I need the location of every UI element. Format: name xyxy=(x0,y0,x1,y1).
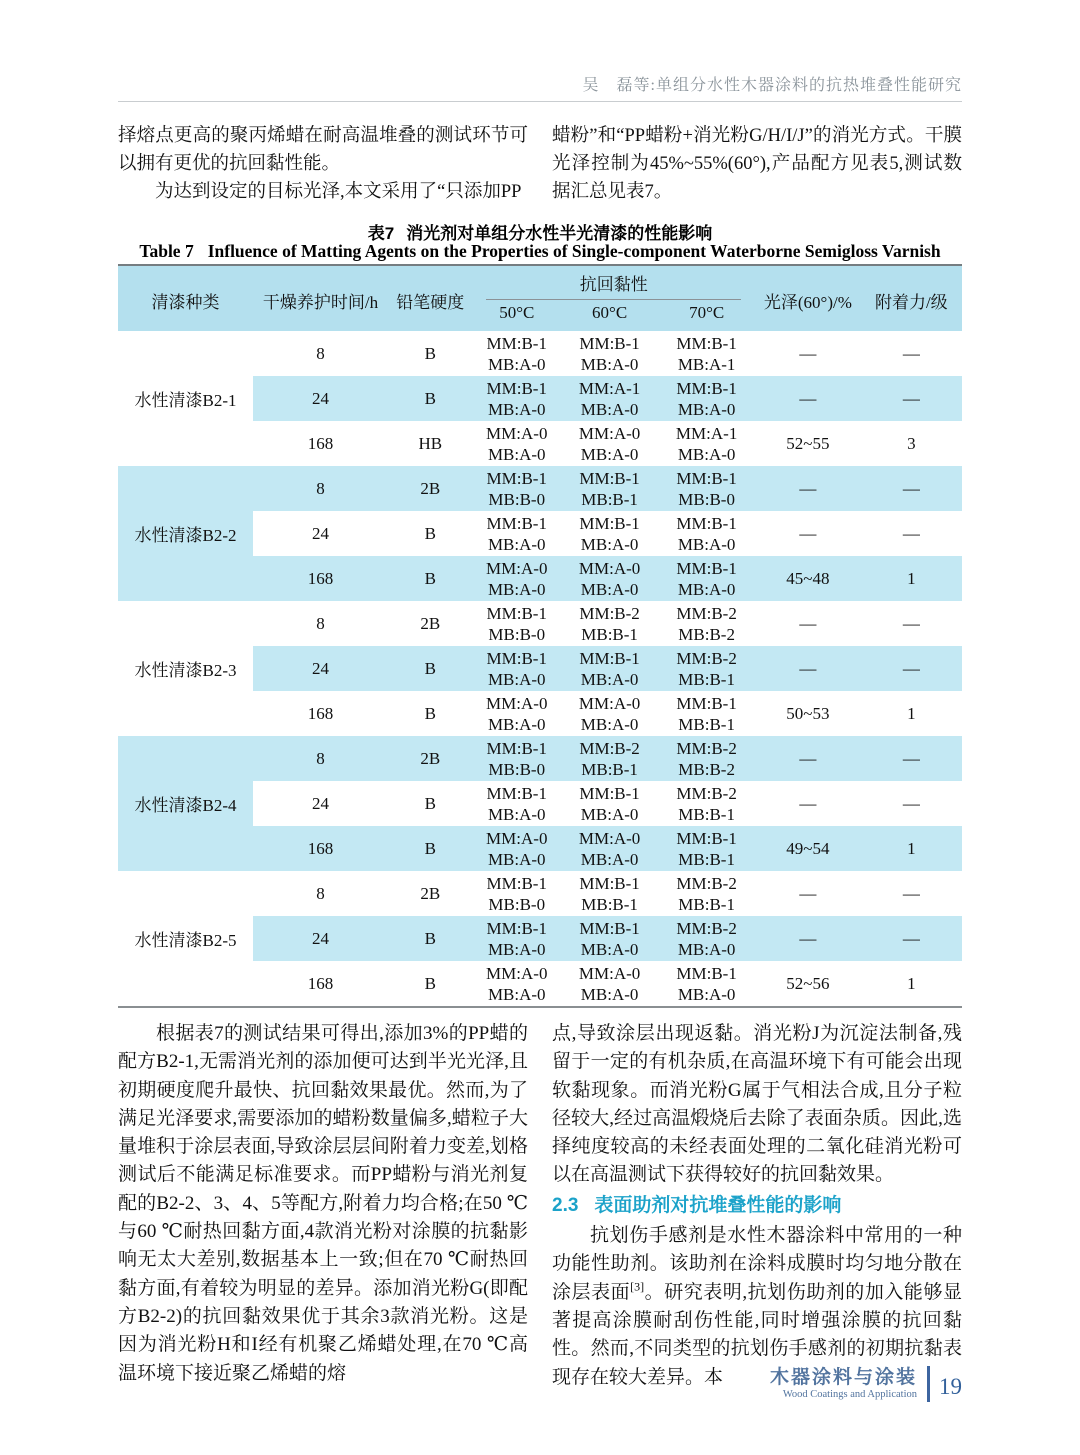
antiblock-70-cell: MM:B-2 MB:B-2 xyxy=(676,603,737,644)
varnish-name-cell: 水性清漆B2-4 xyxy=(118,736,253,871)
antiblock-70-cell: MM:B-1 MB:B-1 xyxy=(658,826,755,871)
varnish-name-cell: 水性清漆B2-2 xyxy=(118,466,253,601)
intro-left-column xyxy=(118,122,528,206)
table-caption-en-label: Table 7 xyxy=(139,241,194,261)
gloss-cell: 45~48 xyxy=(755,556,861,601)
adhesion-cell: — xyxy=(861,466,962,511)
antiblock-60-cell: MM:A-0 MB:A-0 xyxy=(561,826,658,871)
hardness-cell: HB xyxy=(418,433,443,453)
header-varnish-type: 清漆种类 xyxy=(118,265,253,331)
cure-time-cell: 8 xyxy=(316,613,325,633)
antiblock-50-cell: MM:A-0 MB:A-0 xyxy=(472,556,561,601)
performance-table xyxy=(118,264,962,1008)
body-paragraph: 点,导致涂层出现返黏。消光粉J为沉淀法制备,残留于一定的有机杂质,在高温环境下有可能会出现软黏现象。而消光粉G属于气相法合成,且分子粒径较大,经过高温煅烧后去除了表面杂质。因此,选择纯度较高的未经表面处理的二氧化硅消光粉可以在高温测试下获得较好的抗回黏效果。 xyxy=(552,1023,962,1186)
antiblock-60-cell: MM:B-1 MB:B-1 xyxy=(579,873,640,914)
gloss-cell: — xyxy=(755,646,861,691)
table-row xyxy=(118,601,962,646)
page-footer xyxy=(770,1366,962,1402)
header-temp-70: 70°C xyxy=(658,300,755,331)
intro-right-column xyxy=(552,122,962,206)
antiblock-60-cell: MM:B-1 MB:A-0 xyxy=(579,333,640,374)
body-right-column xyxy=(552,1020,962,1392)
antiblock-50-cell: MM:B-1 MB:A-0 xyxy=(486,333,547,374)
antiblock-60-cell: MM:B-1 MB:A-0 xyxy=(579,783,640,824)
adhesion-cell: — xyxy=(861,736,962,781)
cure-time-cell: 168 xyxy=(307,973,334,993)
cure-time-cell: 168 xyxy=(307,703,334,723)
adhesion-cell: — xyxy=(902,613,920,633)
antiblock-50-cell: MM:B-1 MB:A-0 xyxy=(472,376,561,421)
antiblock-50-cell: MM:A-0 MB:A-0 xyxy=(472,826,561,871)
hardness-cell: B xyxy=(388,556,472,601)
antiblock-70-cell: MM:B-1 MB:A-1 xyxy=(676,333,737,374)
hardness-cell: 2B xyxy=(420,883,441,903)
section-number: 2.3 xyxy=(552,1194,579,1216)
footer-divider-bar xyxy=(927,1366,930,1402)
intro-text xyxy=(118,122,962,206)
table-caption-cn-text: 消光剂对单组分水性半光清漆的性能影响 xyxy=(406,224,713,243)
hardness-cell: 2B xyxy=(388,466,472,511)
page-number: 19 xyxy=(939,1374,962,1399)
adhesion-cell: 1 xyxy=(861,556,962,601)
cure-time-cell: 8 xyxy=(253,466,388,511)
adhesion-cell: — xyxy=(861,376,962,421)
antiblock-50-cell: MM:B-1 MB:B-0 xyxy=(486,873,547,914)
antiblock-50-cell: MM:B-1 MB:A-0 xyxy=(472,916,561,961)
gloss-cell: — xyxy=(799,613,817,633)
header-antiblock-group: 抗回黏性 xyxy=(472,265,755,300)
cure-time-cell: 8 xyxy=(316,883,325,903)
table-row xyxy=(118,871,962,916)
table-row xyxy=(118,736,962,781)
cure-time-cell: 24 xyxy=(253,646,388,691)
antiblock-50-cell: MM:B-1 MB:B-0 xyxy=(486,603,547,644)
journal-name-en: Wood Coatings and Application xyxy=(782,1388,917,1400)
table-header xyxy=(118,265,962,331)
gloss-cell: — xyxy=(799,343,817,363)
antiblock-60-cell: MM:A-0 MB:A-0 xyxy=(578,963,641,1004)
varnish-name-cell: 水性清漆B2-5 xyxy=(118,871,253,1007)
antiblock-70-cell: MM:B-1 MB:A-0 xyxy=(658,556,755,601)
antiblock-70-cell: MM:B-2 MB:A-0 xyxy=(658,916,755,961)
header-adhesion: 附着力/级 xyxy=(861,265,962,331)
antiblock-60-cell: MM:B-1 MB:A-0 xyxy=(561,646,658,691)
cure-time-cell: 168 xyxy=(307,433,334,453)
adhesion-cell: — xyxy=(902,343,920,363)
adhesion-cell: — xyxy=(902,883,920,903)
cure-time-cell: 24 xyxy=(312,793,330,813)
intro-paragraph: 为达到设定的目标光泽,本文采用了“只添加PP xyxy=(155,182,522,202)
antiblock-50-cell: MM:B-1 MB:A-0 xyxy=(486,783,547,824)
adhesion-cell: — xyxy=(902,523,920,543)
cure-time-cell: 168 xyxy=(253,556,388,601)
antiblock-60-cell: MM:A-1 MB:A-0 xyxy=(561,376,658,421)
adhesion-cell: 1 xyxy=(907,703,916,723)
cure-time-cell: 8 xyxy=(316,343,325,363)
header-pencil-hardness: 铅笔硬度 xyxy=(388,265,472,331)
antiblock-70-cell: MM:B-1 MB:A-0 xyxy=(676,963,737,1004)
table-row xyxy=(118,466,962,511)
antiblock-60-cell: MM:B-1 MB:B-1 xyxy=(561,466,658,511)
antiblock-70-cell: MM:B-1 MB:A-0 xyxy=(658,376,755,421)
hardness-cell: B xyxy=(388,376,472,421)
antiblock-70-cell: MM:B-2 MB:B-2 xyxy=(658,736,755,781)
antiblock-50-cell: MM:B-1 MB:B-0 xyxy=(472,736,561,781)
gloss-cell: — xyxy=(799,523,817,543)
gloss-cell: — xyxy=(755,736,861,781)
antiblock-50-cell: MM:B-1 MB:B-0 xyxy=(472,466,561,511)
section-heading-2-3 xyxy=(552,1192,962,1220)
gloss-cell: 49~54 xyxy=(755,826,861,871)
gloss-cell: — xyxy=(799,793,817,813)
hardness-cell: B xyxy=(424,793,436,813)
antiblock-60-cell: MM:A-0 MB:A-0 xyxy=(578,693,641,734)
hardness-cell: B xyxy=(424,523,436,543)
antiblock-50-cell: MM:B-1 MB:A-0 xyxy=(472,646,561,691)
adhesion-cell: — xyxy=(861,916,962,961)
intro-paragraph: 蜡粉”和“PP蜡粉+消光粉G/H/I/J”的消光方式。干膜光泽控制为45%~55%(60°),产品配方见表5,测试数据汇总见表7。 xyxy=(552,126,962,202)
antiblock-70-cell: MM:B-1 MB:B-0 xyxy=(658,466,755,511)
antiblock-60-cell: MM:B-1 MB:A-0 xyxy=(561,916,658,961)
hardness-cell: 2B xyxy=(420,613,441,633)
header-cure-time: 干燥养护时间/h xyxy=(253,265,388,331)
hardness-cell: B xyxy=(388,826,472,871)
antiblock-60-cell: MM:B-1 MB:A-0 xyxy=(579,513,640,554)
varnish-name-cell: 水性清漆B2-1 xyxy=(118,331,253,466)
antiblock-70-cell: MM:B-2 MB:B-1 xyxy=(676,873,737,914)
adhesion-cell: — xyxy=(902,793,920,813)
gloss-cell: 52~56 xyxy=(786,973,830,993)
citation-ref-3: [3] xyxy=(630,1279,645,1294)
gloss-cell: 50~53 xyxy=(786,703,830,723)
antiblock-70-cell: MM:B-2 MB:B-1 xyxy=(658,646,755,691)
hardness-cell: B xyxy=(424,973,436,993)
hardness-cell: B xyxy=(388,646,472,691)
hardness-cell: B xyxy=(388,916,472,961)
hardness-cell: B xyxy=(424,703,436,723)
adhesion-cell: 1 xyxy=(861,826,962,871)
cure-time-cell: 24 xyxy=(253,376,388,421)
intro-paragraph: 择熔点更高的聚丙烯蜡在耐高温堆叠的测试环节可以拥有更优的抗回黏性能。 xyxy=(118,126,528,174)
antiblock-60-cell: MM:A-0 MB:A-0 xyxy=(578,423,641,464)
running-header: 吴 磊等:单组分水性木器涂料的抗热堆叠性能研究 xyxy=(582,77,962,94)
table-caption-en xyxy=(118,241,962,262)
antiblock-60-cell: MM:A-0 MB:A-0 xyxy=(561,556,658,601)
adhesion-cell: — xyxy=(861,646,962,691)
antiblock-70-cell: MM:A-1 MB:A-0 xyxy=(675,423,738,464)
table-row xyxy=(118,331,962,376)
gloss-cell: — xyxy=(755,916,861,961)
gloss-cell: — xyxy=(755,466,861,511)
antiblock-50-cell: MM:A-0 MB:A-0 xyxy=(486,963,548,1004)
body-text xyxy=(118,1020,962,1392)
section-title: 表面助剂对抗堆叠性能的影响 xyxy=(594,1194,842,1216)
journal-name-cn: 木器涂料与涂装 xyxy=(769,1366,917,1388)
gloss-cell: — xyxy=(755,376,861,421)
body-paragraph: 根据表7的测试结果可得出,添加3%的PP蜡的配方B2-1,无需消光剂的添加便可达到半光光泽,且初期硬度爬升最快、抗回黏效果最优。然而,为了满足光泽要求,需要添加的蜡粉数量偏多,蜡粒子大量堆积于涂层表面,导致涂层层间附着力变差,划格测试后不能满足标准要求。而PP蜡粉与消光剂复配的B2-2、3、4、5等配方,附着力均合格;在50 ℃与60 ℃耐热回黏方面,4款消光粉对涂膜的抗黏影响无太大差别,数据基本上一致;但在70 ℃耐热回黏方面,有着较为明显的差异。添加消光粉G(即配方B2-2)的抗回黏效果优于其余3款消光粉。这是因为消光粉H和I经有机聚乙烯蜡处理,在70 ℃高温环境下接近聚乙烯蜡的熔 xyxy=(118,1023,528,1384)
antiblock-50-cell: MM:A-0 MB:A-0 xyxy=(486,693,548,734)
varnish-name-cell: 水性清漆B2-3 xyxy=(118,601,253,736)
table-body xyxy=(118,331,962,1007)
antiblock-60-cell: MM:B-2 MB:B-1 xyxy=(561,736,658,781)
hardness-cell: B xyxy=(424,343,436,363)
gloss-cell: 52~55 xyxy=(786,433,830,453)
cure-time-cell: 168 xyxy=(253,826,388,871)
gloss-cell: — xyxy=(799,883,817,903)
hardness-cell: 2B xyxy=(388,736,472,781)
body-left-column xyxy=(118,1020,528,1392)
header-temp-60: 60°C xyxy=(561,300,658,331)
header-temp-50: 50°C xyxy=(472,300,561,331)
journal-name-block xyxy=(770,1368,917,1401)
antiblock-50-cell: MM:A-0 MB:A-0 xyxy=(486,423,548,464)
table-caption-en-text: Influence of Matting Agents on the Properties of Single-component Waterborne Semigloss Varnish xyxy=(207,241,941,261)
header-gloss: 光泽(60°)/% xyxy=(755,265,861,331)
header-divider xyxy=(118,101,962,102)
antiblock-50-cell: MM:B-1 MB:A-0 xyxy=(486,513,547,554)
cure-time-cell: 24 xyxy=(312,523,330,543)
body-paragraph: 抗划伤手感剂是水性木器涂料中常用的一种功能性助剂。该助剂在涂料成膜时均匀地分散在涂层表面[3]。研究表明,抗划伤助剂的加入能够显著提高涂膜耐刮伤性能,同时增强涂膜的抗回黏性。然而,不同类型的抗划伤手感剂的初期抗黏表现存在较大差异。本 xyxy=(552,1225,962,1388)
cure-time-cell: 24 xyxy=(253,916,388,961)
antiblock-60-cell: MM:B-2 MB:B-1 xyxy=(579,603,640,644)
table-caption-cn-label: 表7 xyxy=(367,224,395,243)
antiblock-70-cell: MM:B-1 MB:B-1 xyxy=(676,693,737,734)
adhesion-cell: 1 xyxy=(907,973,916,993)
adhesion-cell: 3 xyxy=(907,433,916,453)
cure-time-cell: 8 xyxy=(253,736,388,781)
antiblock-70-cell: MM:B-2 MB:B-1 xyxy=(676,783,737,824)
antiblock-70-cell: MM:B-1 MB:A-0 xyxy=(676,513,737,554)
